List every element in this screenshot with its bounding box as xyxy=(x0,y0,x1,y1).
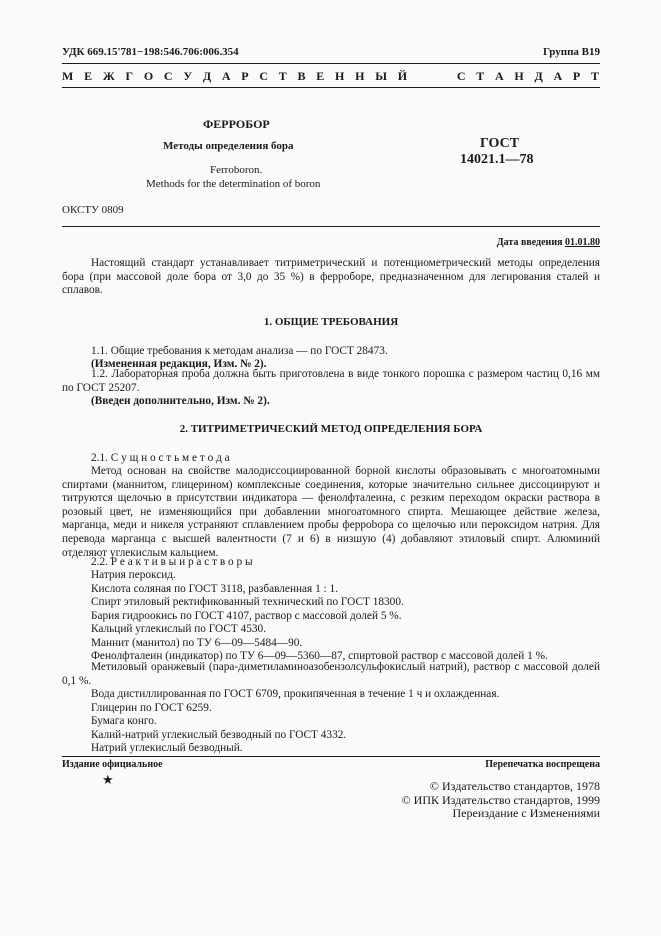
title-rule xyxy=(62,226,600,227)
section-1-1-note: (Измененная редакция, Изм. № 2). xyxy=(91,358,267,370)
copyright-1999: © ИПК Издательство стандартов, 1999 xyxy=(401,793,600,807)
section-1-heading: 1. ОБЩИЕ ТРЕБОВАНИЯ xyxy=(263,316,399,328)
section-1-1: 1.1. Общие требования к методам анализа — по ГОСТ 28473. xyxy=(91,345,388,357)
reagent-item: Кислота соляная по ГОСТ 3118, разбавленная 1 : 1. xyxy=(91,583,338,595)
reagent-item: Бумага конго. xyxy=(91,715,157,727)
star-icon: ★ xyxy=(102,772,114,787)
reagent-item: Глицерин по ГОСТ 6259. xyxy=(91,702,212,714)
subtitle-english: Methods for the determination of boron xyxy=(146,178,321,190)
section-1-2: 1.2. Лабораторная проба должна быть приготовлена в виде тонкого порошка с размером частиц 0,16 мм по ГОСТ 25207. xyxy=(62,368,600,394)
reagent-item: Кальций углекислый по ГОСТ 4530. xyxy=(91,623,266,635)
section-1-2-note: (Введен дополнительно, Изм. № 2). xyxy=(91,395,270,407)
group-code: Группа В19 xyxy=(542,46,600,58)
document-title: ФЕРРОБОР xyxy=(203,117,270,131)
intro-date-label: Дата введения xyxy=(496,237,563,248)
header-rule-bottom xyxy=(62,87,600,88)
intro-paragraph: Настоящий стандарт устанавливает титриметрический и потенциометрический методы определения бора (при массовой доле бора от 3,0 до 35 %) в ферроборе, предназначенном для легирования сталей и сплавов. xyxy=(62,257,600,297)
reagent-item: Бария гидроокись по ГОСТ 4107, раствор с массовой долей 5 %. xyxy=(91,610,402,622)
section-2-1-text: Метод основан на свойстве малодиссоциированной борной кислоты образовывать с многоатомными спиртами (маннитом, глицерином) комплексные соединения, которые значительно сильнее диссоциируют и титруются щелочью в присутствии индикатора — фенолфталеина, с резким переходом окраски раствора в розовый цвет, не изменяющийся при добавлении многоатомного спирта. Мешающее действие железа, марганца, меди и никеля устраняют сплавлением пробы феррobора со щелочью или пероксидом натрия. Для перевода марганца с высшей валентности (7 и 6) в низшую (4) добавляют этиловый спирт. Алюминий отделяют углекислым кальцием. xyxy=(62,465,600,559)
reagent-item: Маннит (манитол) по ТУ 6—09—5484—90. xyxy=(91,637,303,649)
official-edition: Издание официальное xyxy=(62,759,163,770)
title-english: Ferroboron. xyxy=(210,164,263,176)
section-2-2-label: 2.2. Р е а к т и в ы и р а с т в о р ы xyxy=(91,556,253,568)
intro-date-value: 01.01.80 xyxy=(565,237,600,248)
intro-date xyxy=(497,237,600,248)
udk-code: УДК 669.15'781−198:546.706:006.354 xyxy=(62,46,239,58)
footer-rule xyxy=(62,756,600,757)
okstu-code: ОКСТУ 0809 xyxy=(62,204,124,216)
copyright-1978: © Издательство стандартов, 1978 xyxy=(429,779,600,793)
reagent-item: Фенолфталеин (индикатор) по ТУ 6—09—5360—87, спиртовой раствор с массовой долей 1 %. xyxy=(91,650,548,662)
section-2-1-label: 2.1. С у щ н о с т ь м е т о д а xyxy=(91,452,230,464)
reagent-item: Натрия пероксид. xyxy=(91,569,176,581)
document-subtitle: Методы определения бора xyxy=(163,140,294,152)
gost-number: 14021.1—78 xyxy=(460,152,534,167)
section-2-heading: 2. ТИТРИМЕТРИЧЕСКИЙ МЕТОД ОПРЕДЕЛЕНИЯ БОРА xyxy=(179,423,483,435)
standard-banner: М Е Ж Г О С У Д А Р С Т В Е Н Н Ы Й С Т А Н Д А Р Т xyxy=(62,69,600,83)
reagent-item: Натрий углекислый безводный. xyxy=(91,742,243,754)
reagent-methyl-orange: Метиловый оранжевый (пара-диметиламиноазобензолсульфокислый натрий), раствор с массовой долей 0,1 %. xyxy=(62,661,600,687)
reagent-item: Калий-натрий углекислый безводный по ГОСТ 4332. xyxy=(91,729,347,741)
gost-label: ГОСТ xyxy=(480,136,520,151)
reprint-notice: Перепечатка воспрещена xyxy=(485,759,600,770)
reagent-item: Спирт этиловый ректификованный технический по ГОСТ 18300. xyxy=(91,596,404,608)
header-rule-top xyxy=(62,63,600,64)
reagent-item: Вода дистиллированная по ГОСТ 6709, прокипяченная в течение 1 ч и охлажденная. xyxy=(91,688,500,700)
reissue-note: Переиздание с Изменениями xyxy=(452,806,600,820)
